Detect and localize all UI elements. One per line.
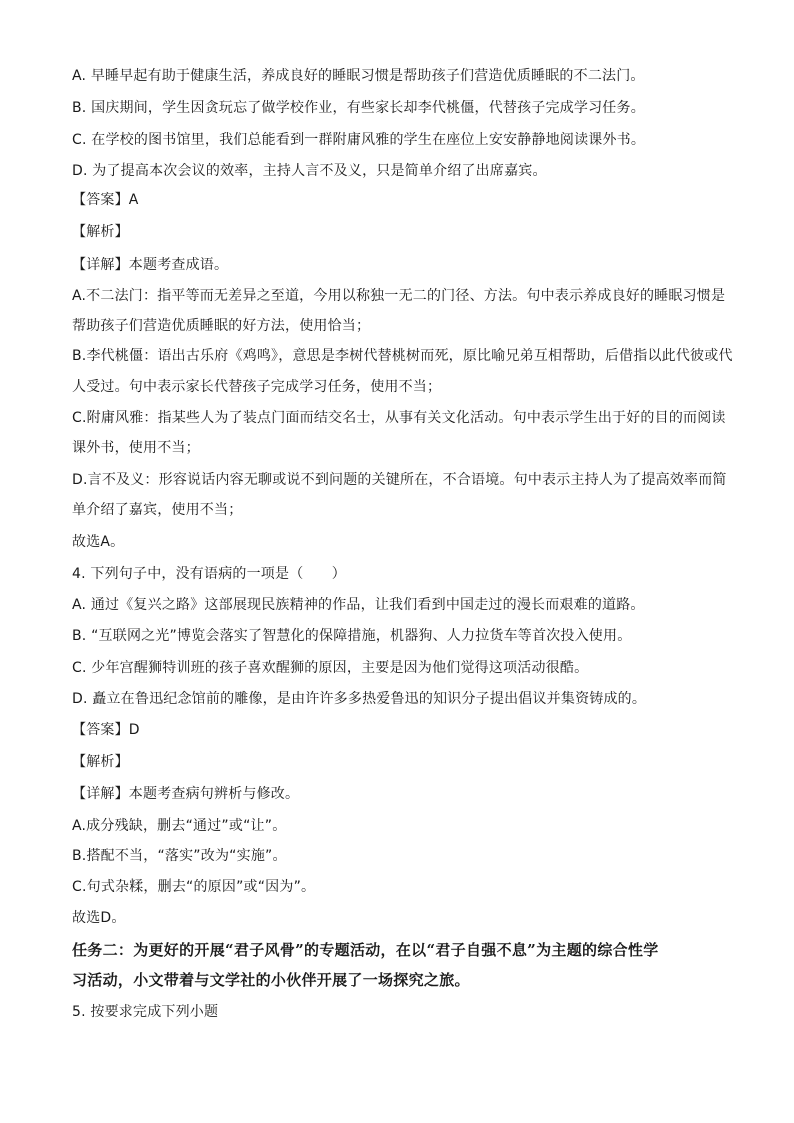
q4-detail: 【详解】本题考查病句辨析与修改。: [72, 786, 300, 802]
q3-explain-line: 人受过。句中表示家长代替孩子完成学习任务，使用不当；: [72, 379, 442, 395]
q4-option-a: A. 通过《复兴之路》这部展现民族精神的作品，让我们看到中国走过的漫长而艰难的道路。: [72, 597, 645, 613]
q4-explain-line: A.成分残缺，删去“通过”或“让”。: [72, 818, 287, 834]
q4-analysis-label: 【解析】: [72, 754, 129, 770]
q3-explain-line: 单介绍了嘉宾，使用不当；: [72, 502, 243, 518]
q3-option-a: A. 早睡早起有助于健康生活，养成良好的睡眠习惯是帮助孩子们营造优质睡眠的不二法门。: [72, 68, 645, 84]
q4-answer: 【答案】D: [72, 722, 140, 738]
q3-analysis-label: 【解析】: [72, 224, 129, 240]
q4-stem: 4. 下列句子中，没有语病的一项是（ ）: [72, 566, 347, 582]
task2-heading-line: 任务二：为更好的开展“君子风骨”的专题活动，在以“君子自强不息”为主题的综合性学: [72, 941, 659, 959]
q3-option-b: B. 国庆期间，学生因贪玩忘了做学校作业，有些家长却李代桃僵，代替孩子完成学习任务。: [72, 100, 645, 116]
q4-explain-line: B.搭配不当，“落实”改为“实施”。: [72, 848, 287, 864]
q4-option-c: C. 少年宫醒狮特训班的孩子喜欢醒狮的原因，主要是因为他们觉得这项活动很酷。: [72, 660, 589, 676]
q3-explain-line: D.言不及义：形容说话内容无聊或说不到问题的关键所在，不合语境。句中表示主持人为了提高效率而简: [72, 472, 727, 488]
q3-answer: 【答案】A: [72, 192, 139, 208]
task2-heading-line: 习活动，小文带着与文学社的小伙伴开展了一场探究之旅。: [72, 971, 470, 989]
q3-explain-line: 课外书，使用不当；: [72, 440, 200, 456]
q4-option-d: D. 矗立在鲁迅纪念馆前的雕像，是由许许多多热爱鲁迅的知识分子提出倡议并集资铸成的。: [72, 691, 647, 707]
q3-conclusion: 故选A。: [72, 534, 125, 550]
q3-detail: 【详解】本题考查成语。: [72, 257, 229, 273]
q3-explain-line: 帮助孩子们营造优质睡眠的好方法，使用恰当；: [72, 318, 371, 334]
q3-explain-line: A.不二法门：指平等而无差异之至道，今用以称独一无二的门径、方法。句中表示养成良好的睡眠习惯是: [72, 288, 726, 304]
q3-option-c: C. 在学校的图书馆里，我们总能看到一群附庸风雅的学生在座位上安安静静地阅读课外书。: [72, 132, 646, 148]
q4-conclusion: 故选D。: [72, 910, 126, 926]
q3-explain-line: C.附庸风雅：指某些人为了装点门面而结交名士，从事有关文化活动。句中表示学生出于好的目的而阅读: [72, 410, 726, 426]
q3-explain-line: B.李代桃僵：语出古乐府《鸡鸣》，意思是李树代替桃树而死，原比喻兄弟互相帮助，后借指以此代彼或代: [72, 348, 733, 364]
q4-explain-line: C.句式杂糅，删去“的原因”或“因为”。: [72, 879, 316, 895]
q4-option-b: B. “互联网之光”博览会落实了智慧化的保障措施，机器狗、人力拉货车等首次投入使用。: [72, 628, 632, 644]
q3-option-d: D. 为了提高本次会议的效率，主持人言不及义，只是简单介绍了出席嘉宾。: [72, 163, 547, 179]
q5-stem: 5. 按要求完成下列小题: [72, 1004, 219, 1020]
